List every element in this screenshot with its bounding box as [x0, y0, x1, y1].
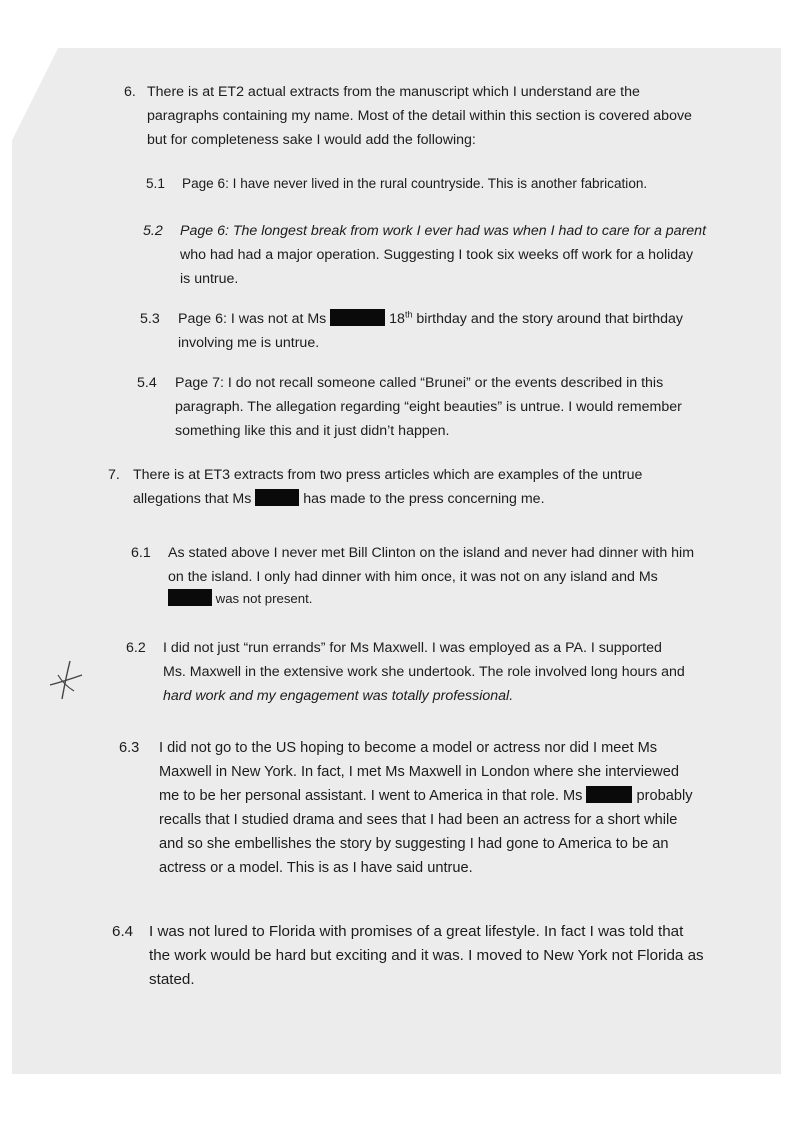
paragraph-number: 5.4	[137, 375, 157, 391]
ordinal-suffix: th	[404, 309, 413, 320]
paragraph-line: is untrue.	[180, 271, 239, 287]
paragraph-line: I did not go to the US hoping to become a model or actress nor did I meet Ms	[159, 740, 658, 756]
paragraph-text: me to be her personal assistant. I went to America in that role. Ms	[159, 788, 583, 804]
paragraph-line: There is at ET2 actual extracts from the manuscript which I understand are the	[147, 84, 640, 100]
paragraph-text: Page 6: I was not at Ms	[178, 311, 327, 327]
paragraph-line: something like this and it just didn’t happen.	[175, 423, 450, 439]
redaction-bar	[330, 309, 385, 326]
paragraph-line: hard work and my engagement was totally professional.	[163, 688, 514, 704]
paragraph-line: Page 6: The longest break from work I ever had was when I had to care for a parent	[180, 223, 707, 239]
paragraph-text: probably	[632, 788, 693, 804]
paragraph-line: Maxwell in New York. In fact, I met Ms Maxwell in London where she interviewed	[159, 764, 679, 780]
paragraph-line: on the island. I only had dinner with him once, it was not on any island and Ms	[168, 569, 658, 585]
paragraph-line: stated.	[149, 971, 195, 988]
paragraph-line: Page 6: I have never lived in the rural countryside. This is another fabrication.	[182, 176, 648, 191]
paragraph-line: paragraph. The allegation regarding “eight beauties” is untrue. I would remember	[175, 399, 682, 415]
paragraph-number: 6.4	[112, 923, 134, 940]
paragraph-number: 6.	[124, 84, 136, 100]
redaction-bar	[168, 589, 212, 606]
paragraph-number: 6.2	[126, 640, 146, 656]
paragraph-line: recalls that I studied drama and sees that I had been an actress for a short while	[159, 812, 678, 828]
paragraph-text: 18	[385, 311, 405, 327]
paragraph-line: but for completeness sake I would add the following:	[147, 132, 476, 148]
paragraph-line: I did not just “run errands” for Ms Maxwell. I was employed as a PA. I supported	[163, 640, 662, 656]
redaction-bar	[255, 489, 299, 506]
paragraph-number: 5.2	[143, 223, 163, 239]
paragraph-text: was not present.	[212, 591, 313, 606]
paragraph-text: allegations that Ms	[133, 491, 252, 507]
paragraph-number: 6.1	[131, 545, 151, 561]
redaction-bar	[586, 786, 632, 803]
paragraph-number: 5.3	[140, 311, 160, 327]
paragraph-number: 7.	[108, 467, 120, 483]
paragraph-text: birthday and the story around that birthday	[412, 311, 683, 327]
paragraph-line: As stated above I never met Bill Clinton on the island and never had dinner with him	[168, 545, 695, 561]
paragraph-line: the work would be hard but exciting and it was. I moved to New York not Florida as	[149, 947, 704, 964]
paragraph-line: There is at ET3 extracts from two press articles which are examples of the untrue	[133, 467, 643, 483]
paragraph-line: who had had a major operation. Suggesting I took six weeks off work for a holiday	[180, 247, 694, 263]
paragraph-line: Page 7: I do not recall someone called “Brunei” or the events described in this	[175, 375, 664, 391]
paragraph-line: Ms. Maxwell in the extensive work she undertook. The role involved long hours and	[163, 664, 685, 680]
paragraph-number: 5.1	[146, 176, 165, 191]
paragraph-line: and so she embellishes the story by suggesting I had gone to America to be an	[159, 836, 669, 852]
paragraph-line: paragraphs containing my name. Most of the detail within this section is covered above	[147, 108, 692, 124]
paragraph-text: has made to the press concerning me.	[299, 491, 545, 507]
paragraph-line: involving me is untrue.	[178, 335, 320, 351]
paragraph-line: I was not lured to Florida with promises of a great lifestyle. In fact I was told that	[149, 923, 684, 940]
paragraph-number: 6.3	[119, 740, 140, 756]
paragraph-line: actress or a model. This is as I have said untrue.	[159, 860, 473, 876]
handwritten-cross-mark-icon	[40, 655, 90, 705]
